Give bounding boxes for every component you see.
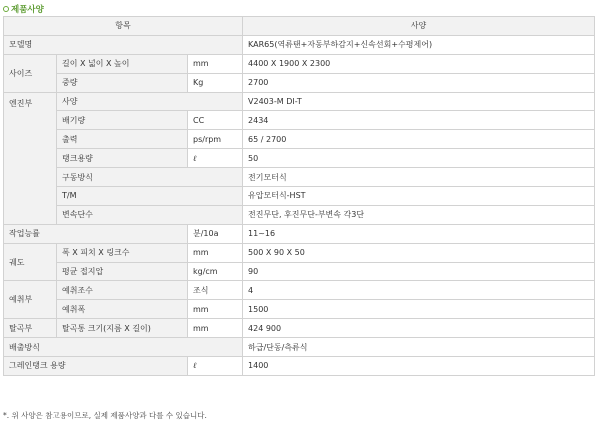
row-group: 탈곡부 [4,319,57,338]
row-unit: CC [188,111,243,130]
circle-bullet-icon [3,6,9,12]
row-unit: mm [188,243,243,262]
row-unit: kg/cm [188,262,243,281]
row-unit: Kg [188,73,243,92]
spec-table [3,16,595,376]
row-label: 예취조수 [57,281,188,300]
table-row [4,92,595,111]
row-value: 65 / 2700 [243,130,595,149]
row-value: 2700 [243,73,595,92]
row-label: 구동방식 [57,168,243,187]
row-label: T/M [57,187,243,206]
row-unit: mm [188,319,243,338]
row-label: 변속단수 [57,205,243,224]
row-label: 사양 [57,92,243,111]
row-label: 탈곡통 크기(지름 X 길이) [57,319,188,338]
row-group: 사이즈 [4,54,57,92]
row-label: 평균 접지압 [57,262,188,281]
row-value: 1500 [243,300,595,319]
row-label: 탱크용량 [57,149,188,168]
row-unit: 조식 [188,281,243,300]
header-spec: 사양 [243,17,595,36]
row-label: 작업능률 [4,224,188,243]
row-value: V2403-M DI-T [243,92,595,111]
row-unit: mm [188,300,243,319]
table-row [4,243,595,262]
row-value: 전진무단, 후진무단-부변속 각3단 [243,205,595,224]
table-row [4,300,595,319]
row-label: 예취폭 [57,300,188,319]
row-group: 궤도 [4,243,57,281]
table-row [4,224,595,243]
table-header-row [4,17,595,36]
row-value: 4 [243,281,595,300]
row-group: 엔진부 [4,92,57,224]
header-item: 항목 [4,17,243,36]
row-label: 그레인탱크 용량 [4,357,188,376]
table-row [4,338,595,357]
table-row [4,54,595,73]
row-value: 4400 X 1900 X 2300 [243,54,595,73]
row-value: KAR65(역류탠+자동부하감지+신속선회+수평제어) [243,35,595,54]
section-title [3,3,44,15]
row-label: 배기량 [57,111,188,130]
table-row [4,281,595,300]
section-title-text: 제품사양 [11,5,44,15]
row-value: 전기모터식 [243,168,595,187]
row-label: 중량 [57,73,188,92]
row-label: 길이 X 넓이 X 높이 [57,54,188,73]
table-row [4,205,595,224]
row-value: 1400 [243,357,595,376]
table-row [4,35,595,54]
row-unit: 분/10a [188,224,243,243]
footnote: *. 위 사양은 참고용이므로, 실제 제품사양과 다를 수 있습니다. [3,411,207,420]
row-value: 하급/단동/측류식 [243,338,595,357]
row-value: 2434 [243,111,595,130]
row-unit: ps/rpm [188,130,243,149]
table-row [4,187,595,206]
row-value: 유압모터식-HST [243,187,595,206]
row-value: 424 900 [243,319,595,338]
row-label: 배출방식 [4,338,243,357]
row-label: 출력 [57,130,188,149]
row-label: 폭 X 피치 X 링크수 [57,243,188,262]
table-row [4,73,595,92]
table-row [4,319,595,338]
row-value: 500 X 90 X 50 [243,243,595,262]
table-row [4,111,595,130]
row-group: 예취부 [4,281,57,319]
row-value: 90 [243,262,595,281]
row-value: 50 [243,149,595,168]
row-label: 모델명 [4,35,243,54]
table-row [4,130,595,149]
table-row [4,168,595,187]
row-unit: ℓ [188,357,243,376]
table-row [4,149,595,168]
table-row [4,262,595,281]
row-value: 11~16 [243,224,595,243]
table-row [4,357,595,376]
row-unit: mm [188,54,243,73]
row-unit: ℓ [188,149,243,168]
